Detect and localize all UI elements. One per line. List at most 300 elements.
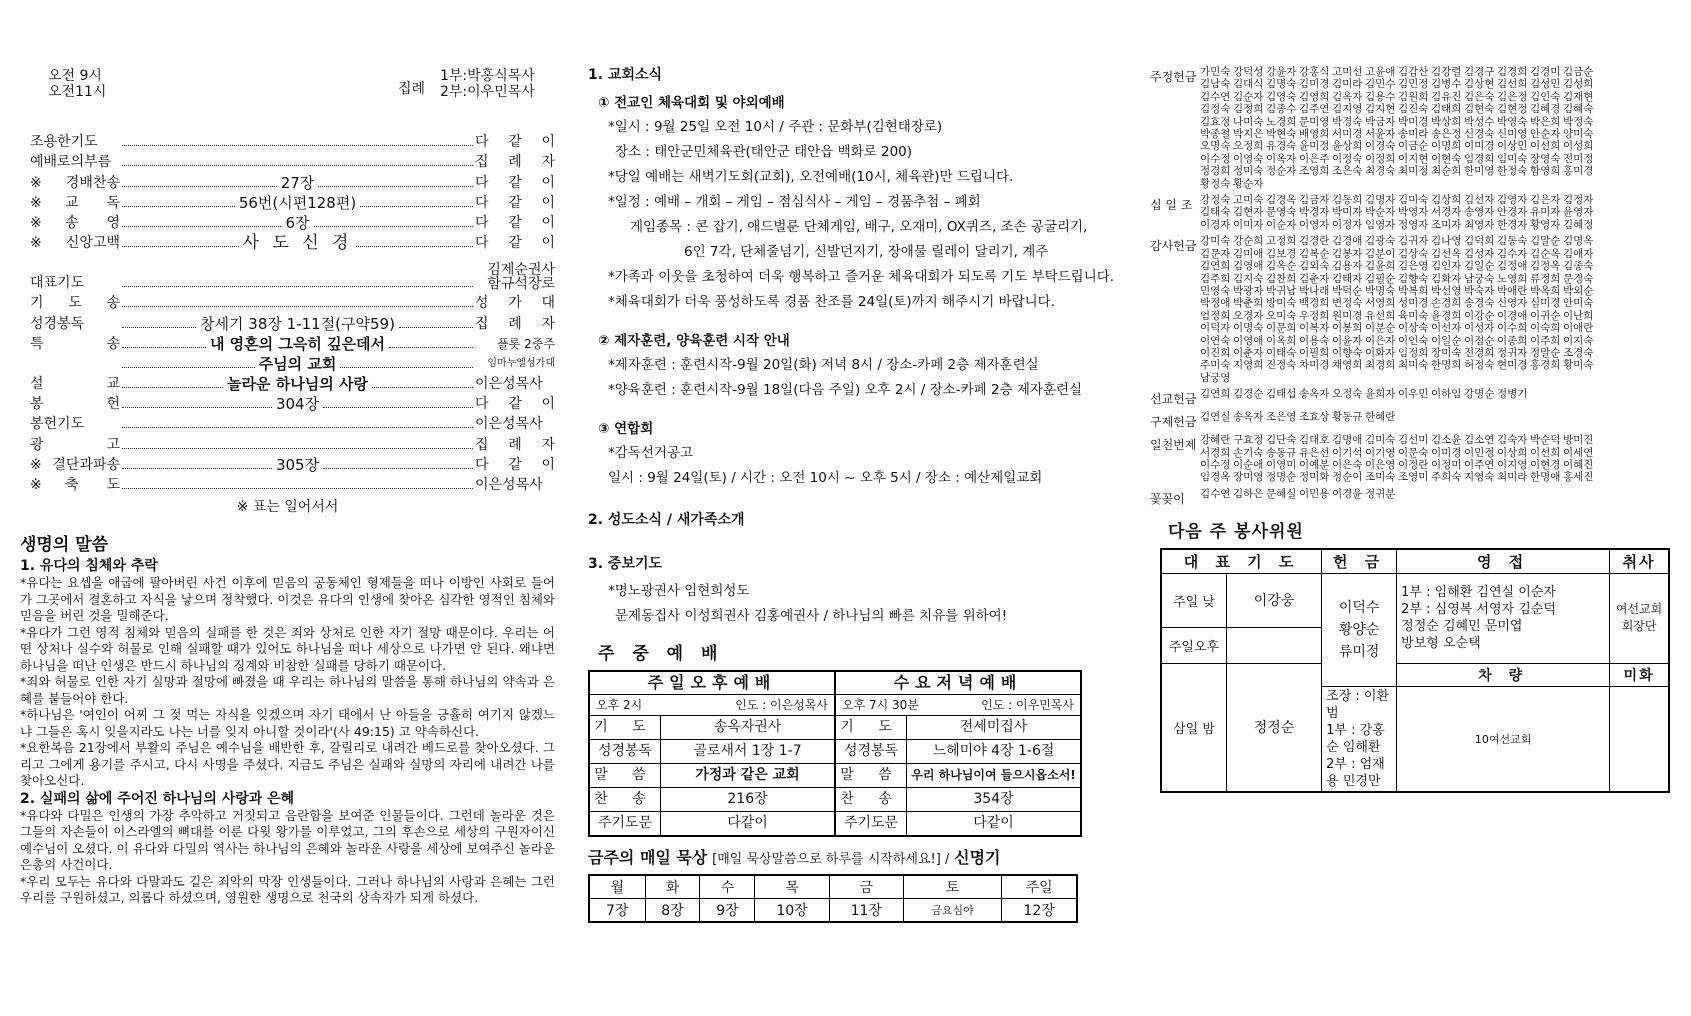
donor-name: 이민정	[1464, 446, 1495, 459]
donor-name: 강홍식	[1299, 66, 1330, 78]
order-item-person: 플롯 2중주	[497, 336, 555, 351]
donor-name: 김용자	[1332, 260, 1363, 273]
donor-name: 유은선	[1299, 446, 1330, 459]
row-value: 다같이	[973, 815, 1014, 831]
row-value: 느헤미야 4장 1-6절	[932, 743, 1055, 759]
meditation-day: 목	[755, 875, 829, 899]
offering-label: 선교헌금	[1150, 392, 1197, 407]
row-key: 주기도문	[836, 812, 907, 835]
row-key: 말 씀	[590, 764, 661, 787]
row-value: 골로새서 1장 1-7	[693, 743, 802, 759]
donor-name: 문미영	[1299, 115, 1330, 128]
donor-name: 양미숙	[1563, 128, 1594, 141]
donor-name: 이경윤	[1332, 487, 1363, 500]
donor-name: 김명애	[1332, 434, 1363, 447]
donor-name: 윤미정	[1299, 140, 1330, 153]
offering-names	[1200, 488, 1596, 507]
donor-name: 이정숙	[1332, 152, 1363, 165]
donor-name: 김주희	[1200, 272, 1231, 285]
donor-name: 김경애	[1332, 235, 1363, 248]
service-title: 주일오후예배	[590, 672, 834, 695]
donor-name: 김태섭	[1266, 388, 1297, 401]
donor-name: 김현정	[1497, 103, 1528, 116]
donor-name: 이성희	[1563, 140, 1594, 153]
donor-name: 고윤애	[1365, 66, 1396, 78]
order-item-detail: 6장	[285, 213, 310, 232]
meditation-chapter: 12장	[1002, 899, 1077, 923]
meditation-day: 월	[589, 875, 645, 899]
donor-name: 전미정	[1563, 152, 1594, 165]
donor-name: 송영자	[1464, 206, 1495, 219]
order-item-name: ※신앙고백	[30, 235, 120, 252]
news-section-3-title: ③ 연합회	[598, 421, 654, 437]
donor-name: 오명숙	[1200, 140, 1231, 153]
donor-name: 구효정	[1233, 434, 1264, 447]
officiant-label: 집례	[398, 81, 426, 97]
donor-name: 김귀자	[1398, 235, 1429, 248]
donor-name: 이연숙	[1200, 334, 1231, 347]
donor-name: 김선옥	[1431, 247, 1462, 260]
service-time: 오후 7시 30분	[842, 698, 919, 712]
donor-name: 김혜경	[1530, 103, 1561, 116]
donor-name: 원미경	[1332, 309, 1363, 322]
donor-name: 이애란	[1563, 322, 1594, 335]
donor-name: 채영희	[1332, 359, 1363, 372]
donor-name: 이경숙	[1365, 140, 1396, 153]
order-item-person: 다 같 이	[475, 174, 556, 191]
donor-name: 김찬희	[1266, 272, 1297, 285]
donor-name: 김연실	[1200, 411, 1231, 424]
donor-name: 안미숙	[1563, 297, 1594, 310]
donor-name: 류정희	[1530, 272, 1561, 285]
weekday-worship-title: 주 중 예 배	[598, 644, 724, 664]
donor-name: 지영숙	[1464, 471, 1495, 484]
donor-name: 김동숙	[1497, 235, 1528, 248]
service-title: 수요저녁예배	[836, 672, 1080, 695]
meditation-chapter: 9장	[700, 899, 755, 923]
worship-order	[20, 130, 555, 493]
donor-name: 가민숙	[1200, 66, 1231, 78]
donor-name: 김옥자	[1332, 90, 1363, 103]
donor-name: 김연희	[1200, 388, 1231, 401]
officiants	[440, 68, 535, 100]
sermon-paragraph: *우리 모두는 유다와 다말과도 깉은 죄악의 막장 인생들이다. 그러나 하나님의 사랑과 은혜는 그런 우리를 구원하셨고, 의롭다 하셨으며, 영원한 생명으로 천국의 상속자가 되게 하셨다.	[20, 873, 555, 905]
donor-name: 차미경	[1299, 359, 1330, 372]
donor-name: 박명숙	[1365, 284, 1396, 297]
meditation-chapter: 10장	[755, 899, 829, 923]
offering-label: 주정헌금	[1150, 70, 1197, 84]
donor-name: 박귀남	[1266, 284, 1297, 297]
donor-name: 이필희	[1299, 346, 1330, 359]
donor-name: 박성수	[1464, 115, 1495, 128]
order-row	[20, 211, 555, 231]
donor-name: 이옥희	[1266, 334, 1297, 347]
donor-name: 지영희	[1233, 359, 1264, 372]
donor-name: 김필순	[1365, 272, 1396, 285]
news-section-1-title: ① 전교인 체육대회 및 야외예배	[598, 95, 785, 111]
meditation-book: 신명기	[954, 848, 1001, 867]
donor-name: 박현숙	[1266, 128, 1297, 141]
donor-name: 유경숙	[1266, 140, 1297, 153]
offering-label: 일천번제	[1150, 438, 1197, 453]
donor-name: 조경숙	[1563, 346, 1594, 359]
meditation-title: 금주의 매일 묵상	[588, 848, 708, 867]
donor-name: 이금순	[1398, 140, 1429, 153]
row-value: 216장	[727, 791, 768, 807]
donor-name: 김성희	[1563, 78, 1594, 91]
donor-name: 윤상희	[1332, 140, 1363, 153]
donor-name: 한미영	[1464, 165, 1495, 178]
donor-name: 박애란	[1497, 284, 1528, 297]
donor-name: 이세연	[1563, 446, 1594, 459]
donor-name: 김수자	[1497, 247, 1528, 260]
donor-name: 안순자	[1530, 128, 1561, 141]
donor-name: 박광자	[1233, 284, 1264, 297]
offering-column	[1150, 0, 1690, 793]
donor-name: 박순자	[1365, 206, 1396, 219]
offering-lists	[1150, 66, 1690, 507]
meditation-chapter: 8장	[645, 899, 700, 923]
donor-name: 박미경	[1398, 115, 1429, 128]
donor-name: 이수희	[1497, 322, 1528, 335]
donor-name: 고미숙	[1233, 194, 1264, 207]
donor-name: 박경숙	[1332, 115, 1363, 128]
donor-name: 김효정	[1200, 115, 1231, 128]
sermon-paragraph: *죄와 허물로 인한 자기 실망과 절망에 빠졌을 때 우리는 하나님의 말씀을 통해 하나님의 약속과 은혜를 붙들어야 한다.	[20, 674, 555, 706]
donor-name: 방미진	[1563, 434, 1594, 447]
news-line: 게임종목 : 콘 잡기, 애드벌룬 단체게임, 배구, 오재미, OX퀴즈, 조손 공굴리기,	[630, 219, 1088, 235]
donor-name: 임미숙	[1497, 152, 1528, 165]
offering-names	[1200, 434, 1596, 484]
order-row	[20, 191, 555, 211]
donor-name: 김은영	[1398, 260, 1429, 273]
order-item-name: 예배로의부름	[30, 154, 112, 171]
service-times	[48, 68, 106, 100]
donor-name: 정미화	[1299, 471, 1330, 484]
donor-name: 정병기	[1497, 388, 1528, 401]
order-item-name: ※송 영	[30, 214, 120, 231]
donor-name: 강미숙	[1200, 235, 1231, 248]
donor-name: 신경숙	[1464, 128, 1495, 141]
donor-name: 이수정	[1200, 458, 1231, 471]
donor-name: 김소윤	[1431, 434, 1462, 447]
donor-name: 우정희	[1299, 309, 1330, 322]
donor-name: 이경자	[1200, 218, 1231, 231]
donor-name: 이문숙	[1398, 446, 1429, 459]
donor-name: 이은숙	[1332, 458, 1363, 471]
donor-name: 조미숙	[1365, 471, 1396, 484]
order-row	[20, 291, 555, 311]
donor-name: 한혜란	[1365, 411, 1396, 424]
donor-name: 이윤자	[1332, 334, 1363, 347]
donor-name: 이정미	[1431, 458, 1462, 471]
donor-name: 백경희	[1299, 297, 1330, 310]
donor-name: 정영자	[1398, 218, 1429, 231]
donor-name: 장영숙	[1530, 152, 1561, 165]
donor-name: 엄정희	[1200, 309, 1231, 322]
donor-name: 이선희	[1530, 446, 1561, 459]
cooking-volunteers: 여선교회 회장단	[1610, 573, 1669, 663]
news-line: *감독선거공고	[608, 445, 693, 461]
meditation-day: 주일	[1002, 875, 1077, 899]
donor-name: 이미자	[1233, 218, 1264, 231]
donor-name: 송동규	[1266, 446, 1297, 459]
weekday-services	[588, 670, 1082, 837]
donor-name: 정순이	[1332, 471, 1363, 484]
donor-name: 김순자	[1233, 90, 1264, 103]
donor-name: 최순희	[1431, 165, 1462, 178]
prayer-line: 문제동집사 이성희권사 김홍예권사 / 하나님의 빠른 치유를 위하여!	[615, 608, 1008, 624]
order-item-name: 성경봉독	[30, 315, 85, 332]
donor-name: 이옥자	[1266, 152, 1297, 165]
donor-name: 강윤자	[1266, 66, 1297, 78]
next-week-title: 다음 주 봉사위원	[1168, 521, 1304, 542]
donor-name: 이지숙	[1563, 334, 1594, 347]
row-key: 성경봉독	[836, 740, 907, 763]
donor-name: 조미자	[1431, 218, 1462, 231]
donor-name: 변정숙	[1332, 297, 1363, 310]
donor-name: 신영자	[1497, 297, 1528, 310]
donor-name: 임정희	[1398, 346, 1429, 359]
news-line: *양육훈련 : 훈련시작-9월 18일(다음 주일) 오후 2시 / 장소-카페 2층 제자훈련실	[608, 382, 1083, 398]
donor-name: 강혜란	[1200, 434, 1231, 447]
donor-name: 김경구	[1464, 66, 1495, 78]
offering-volunteers: 이덕수 황양순 류미정	[1322, 573, 1397, 686]
order-row	[20, 170, 555, 190]
row-key: 찬 송	[590, 788, 661, 811]
order-row	[20, 473, 555, 493]
sermon-title: 생명의 말씀	[20, 535, 109, 555]
donor-name: 강순희	[1233, 235, 1264, 248]
news-line: *당일 예배는 새벽기도회(교회), 오전예배(10시, 체육관)만 드립니다.	[608, 169, 1014, 185]
news-line: *일시 : 9월 25일 오전 10시 / 주관 : 문화부(김현태장로)	[608, 119, 943, 135]
donor-name: 한명희	[1431, 359, 1462, 372]
donor-name: 김복순	[1299, 247, 1330, 260]
donor-name: 문혜실	[1266, 487, 1297, 500]
donor-name: 김미숙	[1365, 434, 1396, 447]
donor-name: 송은정	[1431, 128, 1462, 141]
donor-name: 이지영	[1497, 458, 1528, 471]
donor-name: 오미숙	[1266, 309, 1297, 322]
order-item-detail: 305장	[275, 455, 320, 474]
donor-name: 김금자	[1299, 194, 1330, 207]
donor-name: 강명순	[1464, 388, 1495, 401]
order-item-person: 다 같 이	[475, 235, 555, 252]
donor-name: 김진숙	[1398, 103, 1429, 116]
slot-person: 이강웅	[1227, 573, 1322, 627]
order-row	[20, 432, 555, 452]
service-time-2: 오전11시	[48, 84, 107, 100]
donor-name: 이정자	[1332, 218, 1363, 231]
donor-name: 남궁영	[1200, 371, 1231, 384]
donor-name: 주희숙	[1431, 471, 1462, 484]
wednesday-evening-service	[834, 672, 1080, 835]
donor-name: 김금순	[1563, 66, 1594, 78]
donor-name: 박종철	[1200, 128, 1231, 141]
donor-name: 김미숙	[1398, 194, 1429, 207]
row-value: 전세미집사	[959, 719, 1028, 735]
header-beauty: 미화	[1610, 663, 1669, 686]
donor-name: 김수연	[1200, 90, 1231, 103]
donor-name: 김대식	[1233, 78, 1264, 91]
donor-name: 고정희	[1266, 235, 1297, 248]
donor-name: 김선희	[1497, 78, 1528, 91]
donor-name: 이상민	[1497, 140, 1528, 153]
order-item-name: 봉 헌	[30, 396, 120, 413]
slot-person: 정정순	[1227, 663, 1322, 792]
donor-name: 김옥순	[1266, 260, 1297, 273]
order-item-person: 다 같 이	[475, 134, 555, 151]
donor-name: 최영자	[1464, 218, 1495, 231]
donor-name: 이미경	[1431, 446, 1462, 459]
slot-person	[1227, 627, 1322, 663]
donor-name: 이기석	[1332, 446, 1363, 459]
donor-name: 박정숙	[1563, 115, 1594, 128]
donor-name: 김화자	[1431, 272, 1462, 285]
donor-name: 김선자	[1464, 194, 1495, 207]
offering-block	[1150, 235, 1690, 384]
donor-name: 이기영	[1365, 446, 1396, 459]
donor-name: 김경미	[1530, 66, 1561, 78]
donor-name: 김일순	[1464, 260, 1495, 273]
order-row	[20, 150, 555, 170]
order-item-detail: 304장	[275, 395, 320, 414]
row-value: 다같이	[727, 815, 768, 831]
row-value: 송옥자권사	[713, 719, 782, 735]
donor-name: 이영애	[1233, 334, 1264, 347]
order-item-name: 봉헌기도	[30, 416, 85, 433]
prayer-line: *명노광권사 임현희성도	[608, 583, 750, 599]
order-row	[20, 352, 555, 372]
donor-name: 김정숙	[1200, 103, 1231, 116]
order-item-person: 다 같 이	[475, 456, 555, 473]
offering-block	[1150, 66, 1690, 190]
header-car: 차 량	[1397, 663, 1610, 686]
order-item-name: ※경배찬송	[30, 174, 120, 191]
donor-name: 박은희	[1530, 115, 1561, 128]
donor-name: 이경애	[1497, 309, 1528, 322]
donor-name: 정경희	[1200, 165, 1231, 178]
meditation-table	[588, 874, 1078, 923]
donor-name: 손기숙	[1233, 446, 1264, 459]
donor-name: 이강순	[1464, 309, 1495, 322]
donor-name: 김단숙	[1266, 434, 1297, 447]
donor-name: 이상희	[1497, 446, 1528, 459]
header-offering: 헌 금	[1322, 549, 1397, 574]
donor-name: 이상숙	[1398, 322, 1429, 335]
donor-name: 황동규	[1332, 411, 1363, 424]
service-header	[20, 68, 555, 108]
donor-name: 오정숙	[1332, 388, 1363, 401]
offering-block	[1150, 194, 1690, 231]
donor-name: 박상희	[1431, 115, 1462, 128]
donor-name: 안경자	[1497, 206, 1528, 219]
donor-name: 박선영	[1431, 284, 1462, 297]
sunday-afternoon-service	[590, 672, 834, 835]
donor-name: 김영숙	[1266, 90, 1297, 103]
donor-name: 김명옥	[1563, 235, 1594, 248]
donor-name: 김문자	[1200, 247, 1231, 260]
members-news-heading: 2. 성도소식 / 새가족소개	[588, 512, 745, 528]
donor-name: 김경순	[1233, 388, 1264, 401]
donor-name: 이일순	[1431, 334, 1462, 347]
order-row	[20, 231, 555, 254]
offering-block	[1150, 488, 1690, 507]
donor-name: 박나래	[1299, 284, 1330, 297]
donor-name: 김병수	[1431, 78, 1462, 91]
donor-name: 방미숙	[1266, 297, 1297, 310]
donor-name: 김윤희	[1365, 260, 1396, 273]
offering-label: 구제헌금	[1150, 415, 1197, 430]
service-time-1: 오전 9시	[48, 68, 102, 84]
donor-name: 김유진	[1431, 90, 1462, 103]
donor-name: 장미영	[1233, 471, 1264, 484]
donor-name: 김은숙	[1464, 90, 1495, 103]
order-row	[20, 251, 555, 291]
donor-name: 이명숙	[1233, 322, 1264, 335]
donor-name: 서경자	[1431, 206, 1462, 219]
donor-name: 김현자	[1233, 206, 1264, 219]
row-value: 가정과 같은 교회	[695, 767, 800, 783]
donor-name: 김보경	[1266, 247, 1297, 260]
intercession-heading: 3. 중보기도	[588, 556, 663, 572]
donor-name: 이덕자	[1200, 322, 1231, 335]
meditation-header	[588, 845, 1133, 868]
donor-name: 김정자	[1563, 194, 1594, 207]
donor-name: 김감산	[1398, 66, 1429, 78]
donor-name: 강정숙	[1200, 194, 1231, 207]
donor-name: 장미숙	[1431, 346, 1462, 359]
donor-name: 남궁숙	[1464, 272, 1495, 285]
worship-column	[20, 0, 555, 907]
donor-name: 이주연	[1464, 458, 1495, 471]
row-value: 354장	[973, 791, 1014, 807]
row-key: 주기도문	[590, 812, 661, 835]
donor-name: 김영자	[1497, 194, 1528, 207]
donor-name: 김성자	[1464, 247, 1495, 260]
row-key: 찬 송	[836, 788, 907, 811]
donor-name: 문경숙	[1563, 272, 1594, 285]
donor-name: 김봉자	[1332, 247, 1363, 260]
order-row	[20, 392, 555, 412]
donor-name: 민영숙	[1200, 284, 1231, 297]
order-item-name: 조용한기도	[30, 134, 98, 151]
next-week-table	[1160, 548, 1670, 793]
donor-name: 김경란	[1299, 235, 1330, 248]
donor-name: 이영미	[1266, 458, 1297, 471]
donor-name: 박영숙	[1497, 115, 1528, 128]
news-line: 6인 7각, 단체줄넘기, 신발던지기, 장애물 릴레이 달리기, 계주	[684, 244, 1049, 260]
donor-name: 최미라	[1497, 471, 1528, 484]
order-item-name: 특 송	[30, 335, 120, 352]
news-line: *제자훈련 : 훈련시작-9월 20일(화) 저녁 8시 / 장소-카페 2층 제자훈련실	[608, 357, 1039, 373]
order-item-name: ※축 도	[30, 477, 120, 493]
donor-name: 조은영	[1266, 411, 1297, 424]
meditation-day: 금	[829, 875, 903, 899]
donor-name: 김원희	[1398, 90, 1429, 103]
donor-name: 이향숙	[1332, 346, 1363, 359]
donor-name: 이귀순	[1530, 309, 1561, 322]
row-key: 기 도	[590, 716, 661, 739]
donor-name: 서윤자	[1365, 128, 1396, 141]
order-item-person: 이은성목사	[475, 416, 543, 433]
row-key: 성경봉독	[590, 740, 661, 763]
donor-name: 이현경	[1530, 458, 1561, 471]
donor-name: 김정희	[1233, 103, 1264, 116]
donor-name: 신미영	[1497, 128, 1528, 141]
order-item-detail: 내 영혼의 그윽히 깊은데서	[209, 334, 386, 353]
donor-name: 이숙희	[1530, 322, 1561, 335]
